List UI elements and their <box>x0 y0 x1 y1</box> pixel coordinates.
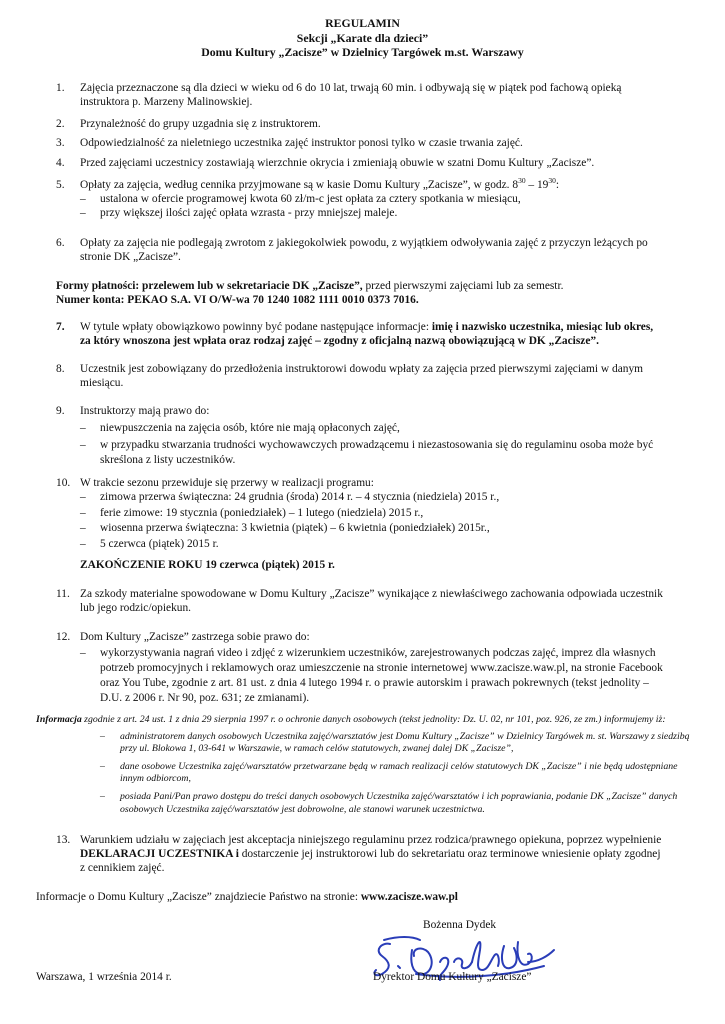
rule-item-1 <box>56 81 666 109</box>
rule-item-5 <box>56 178 666 221</box>
rule-item-10 <box>56 476 666 552</box>
rule-text-part: : <box>555 179 560 191</box>
rule-item-4 <box>56 156 666 170</box>
rule-text <box>80 320 666 348</box>
rule-number: 6. <box>56 237 65 249</box>
bullet-list <box>80 421 666 467</box>
info-list <box>36 731 696 817</box>
bank-account: Numer konta: PEKAO S.A. VI O/W-wa 70 1240 1082 1111 0010 0373 7016. <box>56 294 419 307</box>
rule-text: Opłaty za zajęcia nie podlegają zwrotom z jakiegokolwiek powodu, z wyjątkiem odwoływania zajęć z przyczyn leżących po stronie DK „Zacisze”. <box>80 237 648 264</box>
rule-text-bold: imię i nazwisko uczestnika, miesiąc lub okres, za który wnoszona jest wpłata oraz rodzaj zajęć – zgodny z oficjalną nazwą obowiązującą w DK „Zacisze”. <box>80 321 654 348</box>
bullet-list <box>80 192 666 220</box>
document-header <box>0 16 725 60</box>
end-of-year: ZAKOŃCZENIE ROKU 19 czerwca (piątek) 2015 r. <box>80 559 335 571</box>
rule-text-part: Opłaty za zajęcia, według cennika przyjmowane są w kasie Domu Kultury „Zacisze”, w godz. 8 <box>80 179 519 191</box>
rule-text-part: dostarczenie jej instruktorowi lub do sekretariatu oraz terminowe wniesienie opłaty zgodnej z cennikiem zajęć. <box>80 848 661 875</box>
rule-number: 3. <box>56 137 65 149</box>
rule-number: 1. <box>56 82 65 94</box>
info-label: Informacja <box>36 714 82 725</box>
website-link[interactable]: www.zacisze.waw.pl <box>360 891 458 903</box>
list-item: – 5 czerwca (piątek) 2015 r. <box>80 537 666 553</box>
rule-text-part: W trakcie sezonu przewiduje się przerwy w realizacji programu: <box>80 477 374 489</box>
rule-number: 8. <box>56 363 65 375</box>
list-item: – wykorzystywania nagrań video i zdjęć z wizerunkiem uczestników, zarejestrowanych podczas zajęć, imprez dla własnych potrzeb promocyjnych i reklamowych oraz umieszczenie na stronie internetowej www.zacisze.waw.pl, na stronie Facebook oraz You Tube, zgodnie z art. 81 ust. z dnia 4 lutego 1994 r. o prawie autorskim i prawach pokrewnych (tekst jednolity – D.U. z 2006 r. Nr 90, poz. 631; ze zmianami). <box>80 646 666 706</box>
rule-text: Przynależność do grupy uzgadnia się z instruktorem. <box>80 118 321 130</box>
rule-item-11 <box>56 587 666 615</box>
header-title: REGULAMIN <box>325 16 400 30</box>
rule-number: 9. <box>56 405 65 417</box>
rule-number: 11. <box>56 588 70 600</box>
rule-item-13 <box>56 833 666 876</box>
rule-number: 7. <box>56 321 65 333</box>
rule-text-part: W tytule wpłaty obowiązkowo powinny być podane następujące informacje: <box>80 321 432 333</box>
signer-name: Bożenna Dydek <box>423 919 497 931</box>
rule-item-9 <box>56 404 666 467</box>
rule-item-6 <box>56 236 666 264</box>
rule-text-part: Dom Kultury „Zacisze” zastrzega sobie prawo do: <box>80 631 310 643</box>
rule-number: 10. <box>56 477 71 489</box>
data-protection-info <box>36 714 696 821</box>
list-item: – niewpuszczenia na zajęcia osób, które nie mają opłaconych zajęć, <box>80 421 666 435</box>
footer-info <box>36 890 696 904</box>
bullet-list <box>80 490 666 552</box>
footer-info-text: Informacje o Domu Kultury „Zacisze” znajdziecie Państwo na stronie: <box>36 891 361 903</box>
rule-text: Przed zajęciami uczestnicy zostawiają wierzchnie okrycia i zmieniają obuwie w szatni Domu Kultury „Zacisze”. <box>80 157 595 169</box>
rule-text: Odpowiedzialność za nieletniego uczestnika zajęć instruktor ponosi tylko w czasie trwania zajęć. <box>80 137 523 149</box>
payment-forms-label: Formy płatności: przelewem lub w sekretariacie DK „Zacisze”, <box>56 280 363 292</box>
list-item: – w przypadku stwarzania trudności wychowawczych prowadzącemu i niezastosowania się do regulaminu osoba może być skreślona z listy uczestników. <box>80 438 666 466</box>
hour-superscript: 30 <box>548 176 556 186</box>
rule-text <box>80 476 666 552</box>
rule-text-part: – 19 <box>525 179 549 191</box>
list-item: – administratorem danych osobowych Uczestnika zajęć/warsztatów jest Domu Kultury „Zacisze” w Dzielnicy Targówek m. st. Warszawy z siedzibą przy ul. Blokowa 1, 03-641 w Warszawie, w ramach celów statutowych, zwanej dalej DK „Zacisze”, <box>36 731 696 756</box>
rule-text <box>80 178 666 221</box>
rule-number: 12. <box>56 631 71 643</box>
rule-text <box>80 404 666 467</box>
rule-text-part: Warunkiem udziału w zajęciach jest akceptacja niniejszego regulaminu przez rodzica/prawnego opiekuna, poprzez wypełnienie <box>80 834 662 846</box>
rule-item-3 <box>56 136 666 150</box>
rule-text-part: Instruktorzy mają prawo do: <box>80 405 210 417</box>
rule-number: 13. <box>56 834 71 846</box>
rule-item-7 <box>56 320 666 348</box>
payment-forms-text: przed pierwszymi zajęciami lub za semestr. <box>362 280 564 292</box>
rule-number: 5. <box>56 179 65 191</box>
list-item: – zimowa przerwa świąteczna: 24 grudnia (środa) 2014 r. – 4 stycznia (niedziela) 2015 r., <box>80 490 666 506</box>
header-section: Sekcji „Karate dla dzieci” <box>296 30 429 45</box>
list-item: – dane osobowe Uczestnika zajęć/warsztatów przetwarzane będą w ramach realizacji celów statutowych DK „Zacisze” i nie będą udostępniane innym odbiorcom, <box>36 761 696 786</box>
rule-text: Za szkody materialne spowodowane w Domu Kultury „Zacisze” wynikające z niewłaściwego zachowania odpowiada uczestnik lub jego rodzic/opiekun. <box>80 588 663 615</box>
rule-text: Uczestnik jest zobowiązany do przedłożenia instruktorowi dowodu wpłaty za zajęcia przed pierwszymi zajęciami w danym miesiącu. <box>80 363 643 390</box>
place-date: Warszawa, 1 września 2014 r. <box>36 971 172 983</box>
header-institution: Domu Kultury „Zacisze” w Dzielnicy Targówek m.st. Warszawy <box>201 45 524 59</box>
rule-item-2 <box>56 117 666 131</box>
info-text: zgodnie z art. 24 ust. 1 z dnia 29 sierpnia 1997 r. o ochronie danych osobowych (tekst jednolity: Dz. U. 02, nr 101, poz. 926, ze zm.) informujemy iż: <box>81 714 666 725</box>
payment-forms <box>56 279 686 293</box>
info-intro <box>36 714 696 727</box>
rule-number: 2. <box>56 118 65 130</box>
rule-text: Zajęcia przeznaczone są dla dzieci w wieku od 6 do 10 lat, trwają 60 min. i odbywają się w piątek pod fachową opieką instruktora p. Marzeny Malinowskiej. <box>80 82 622 109</box>
hour-superscript: 30 <box>518 176 526 186</box>
list-item: – przy większej ilości zajęć opłata wzrasta - przy mniejszej maleje. <box>80 206 666 220</box>
bullet-list <box>80 646 666 706</box>
payment-info <box>56 279 686 307</box>
list-item: – ferie zimowe: 19 stycznia (poniedziałek) – 1 lutego (niedziela) 2015 r., <box>80 506 666 522</box>
rule-item-8 <box>56 362 666 390</box>
signer-title: Dyrektor Domu Kultury „Zacisze” <box>373 971 532 983</box>
rule-text <box>80 833 666 876</box>
rule-text <box>80 630 666 706</box>
list-item: – wiosenna przerwa świąteczna: 3 kwietnia (piątek) – 6 kwietnia (poniedziałek) 2015r., <box>80 521 666 537</box>
rule-text-bold: DEKLARACJI UCZESTNIKA i <box>80 848 239 861</box>
list-item: – posiada Pani/Pan prawo dostępu do treści danych osobowych Uczestnika zajęć/warsztatów i ich poprawiania, podanie DK „Zacisze” danych osobowych Uczestnika zajęć/warsztatów jest dobrowolne, ale stanowi warunek uczestnictwa. <box>36 791 696 816</box>
rule-number: 4. <box>56 157 65 169</box>
rule-item-12 <box>56 630 666 706</box>
list-item: – ustalona w ofercie programowej kwota 60 zł/m-c jest opłata za cztery spotkania w miesiącu, <box>80 192 666 206</box>
